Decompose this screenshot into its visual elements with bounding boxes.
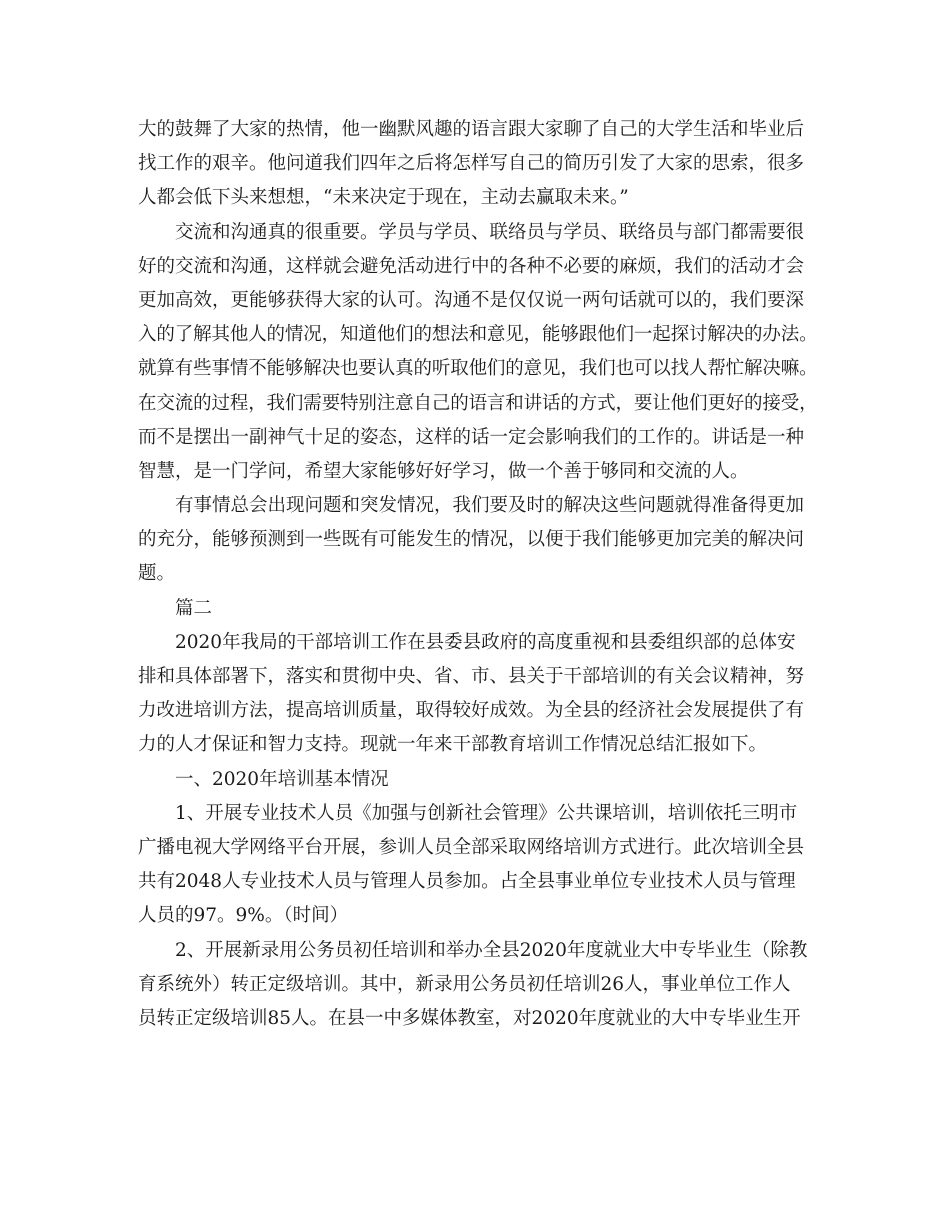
text-line: 大的鼓舞了大家的热情，他一幽默风趣的语言跟大家聊了自己的大学生活和毕业后: [138, 119, 805, 140]
text-line: 智慧，是一门学问，希望大家能够好好学习，做一个善于够同和交流的人。: [138, 460, 749, 482]
text-line: 而不是摆出一副神气十足的姿态，这样的话一定会影响我们的工作的。讲话是一种: [138, 426, 805, 448]
text-line: 题。: [138, 563, 176, 585]
text-line: 入的了解其他人的情况，知道他们的想法和意见，能够跟他们一起探讨解决的办法。: [138, 324, 818, 346]
text-line: 篇二: [175, 597, 213, 619]
text-line: 交流和沟通真的很重要。学员与学员、联络员与学员、联络员与部门都需要很: [175, 221, 805, 243]
text-line: 的充分，能够预测到一些既有可能发生的情况，以便于我们能够更加完美的解决问: [138, 529, 805, 551]
text-line: 2、开展新录用公务员初任培训和举办全县2020年度就业大中专毕业生（除教: [175, 939, 808, 961]
text-line: 人都会低下头来想想，“未来决定于现在，主动去赢取未来。”: [138, 187, 629, 209]
text-line: 力改进培训方法，提高培训质量，取得较好成效。为全县的经济社会发展提供了有: [138, 700, 805, 722]
text-line: 员转正定级培训85人。在县一中多媒体教室，对2020年度就业的大中专毕业生开: [138, 1007, 801, 1029]
text-line: 好的交流和沟通，这样就会避免活动进行中的各种不必要的麻烦，我们的活动才会: [138, 255, 805, 277]
text-line: 找工作的艰辛。他问道我们四年之后将怎样写自己的简历引发了大家的思索，很多: [138, 153, 805, 175]
text-line: 就算有些事情不能够解决也要认真的听取他们的意见，我们也可以找人帮忙解决嘛。: [138, 358, 818, 380]
text-line: 在交流的过程，我们需要特别注意自己的语言和讲话的方式，要让他们更好的接受，: [138, 392, 818, 414]
text-line: 1、开展专业技术人员《加强与创新社会管理》公共课培训，培训依托三明市: [175, 802, 798, 824]
text-line: 人员的97。9%。（时间）: [138, 905, 349, 927]
text-line: 有事情总会出现问题和突发情况，我们要及时的解决这些问题就得准备得更加: [175, 495, 805, 517]
text-line: 广播电视大学网络平台开展，参训人员全部采取网络培训方式进行。此次培训全县: [138, 836, 805, 858]
text-line: 2020年我局的干部培训工作在县委县政府的高度重视和县委组织部的总体安: [175, 631, 796, 653]
text-line: 共有2048人专业技术人员与管理人员参加。占全县事业单位专业技术人员与管理: [138, 871, 796, 893]
text-line: 育系统外）转正定级培训。其中，新录用公务员初任培训26人，事业单位工作人: [138, 973, 791, 995]
text-line: 力的人才保证和智力支持。现就一年来干部教育培训工作情况总结汇报如下。: [138, 734, 768, 756]
text-line: 更加高效，更能够获得大家的认可。沟通不是仅仅说一两句话就可以的，我们要深: [138, 289, 805, 311]
text-line: 排和具体部署下，落实和贯彻中央、省、市、县关于干部培训的有关会议精神，努: [138, 666, 805, 687]
document-body: [138, 113, 818, 1036]
text-line: 一、2020年培训基本情况: [175, 768, 389, 790]
